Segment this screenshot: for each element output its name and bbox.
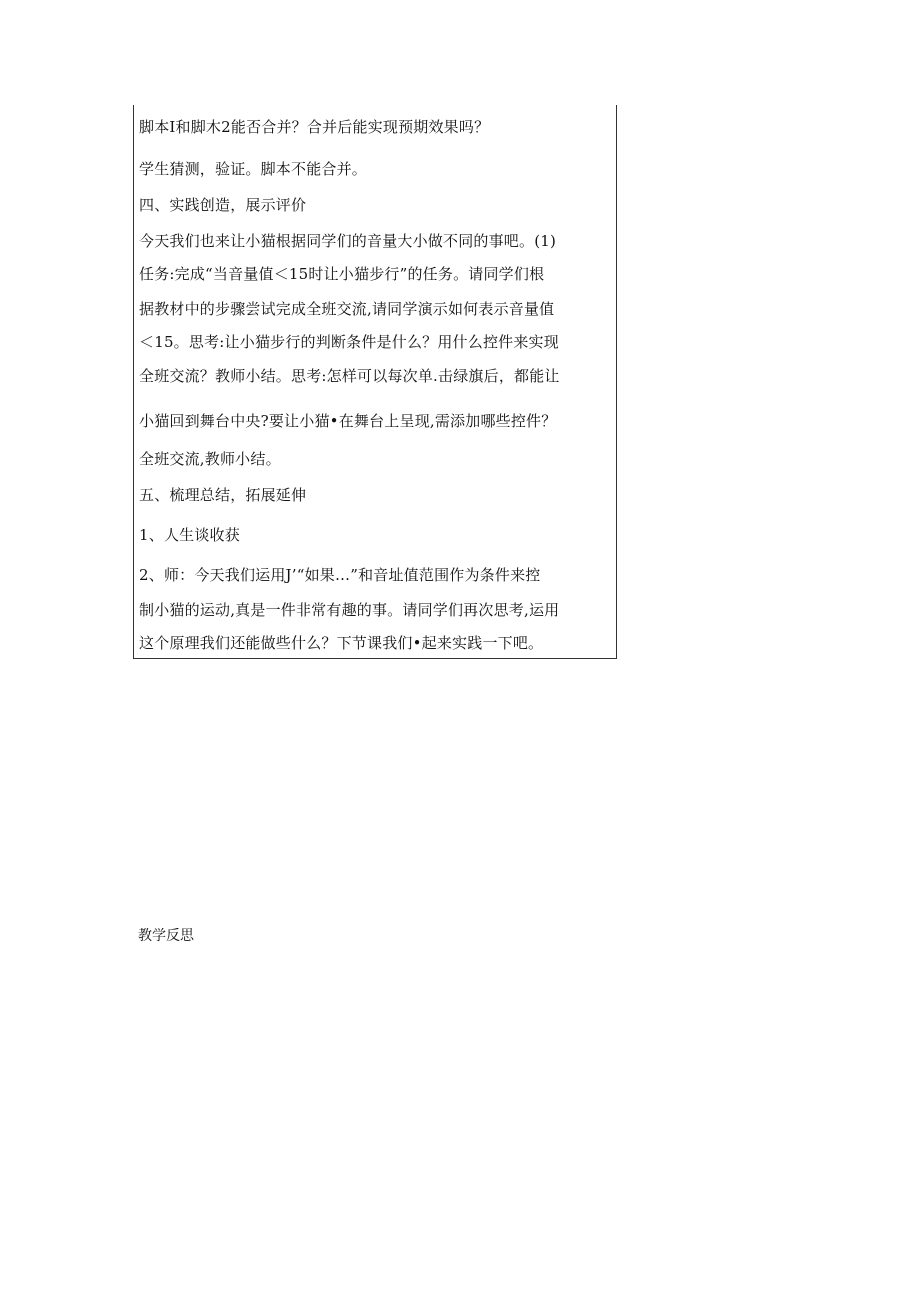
lesson-line: 全班交流,教师小结。 (139, 450, 281, 468)
lesson-line: 据教材中的步骤尝试完成全班交流,请同学演示如何表示音量值 (139, 300, 555, 318)
teaching-reflection-label: 教学反思 (138, 928, 194, 944)
lesson-line: 2、师：今天我们运用J’“如果…”和音址值范围作为条件来控 (139, 566, 541, 584)
lesson-line: ＜15。思考:让小猫步行的判断条件是什么？用什么控件来实现 (139, 333, 559, 351)
lesson-line: 任务:完成“当音量值＜15时让小猫步行”的任务。请同学们根 (139, 265, 545, 283)
section-heading: 四、实践创造，展示评价 (139, 196, 307, 214)
lesson-line: 脚本I和脚木2能否合并？合并后能实现预期效果吗？ (139, 118, 490, 136)
lesson-line: 全班交流？教师小结。思考:怎样可以每次单.击绿旗后，都能让 (139, 367, 560, 385)
lesson-content-box (133, 105, 617, 659)
lesson-line: 小猫回到舞台中央?要让小猫•在舞台上呈现,需添加哪些控件？ (139, 412, 557, 430)
section-heading: 五、梳理总结，拓展延伸 (139, 486, 307, 504)
lesson-line: 制小猫的运动,真是一件非常有趣的事。请同学们再次思考,运用 (139, 601, 560, 619)
lesson-line: 这个原理我们还能做些什么？下节课我们•起来实践一下吧。 (139, 634, 544, 652)
lesson-line: 今天我们也来让小猫根据同学们的音量大小做不同的事吧。(1) (139, 232, 557, 250)
lesson-line: 1、人生谈收获 (139, 526, 240, 544)
lesson-line: 学生猜测，验证。脚本不能合并。 (139, 160, 368, 178)
